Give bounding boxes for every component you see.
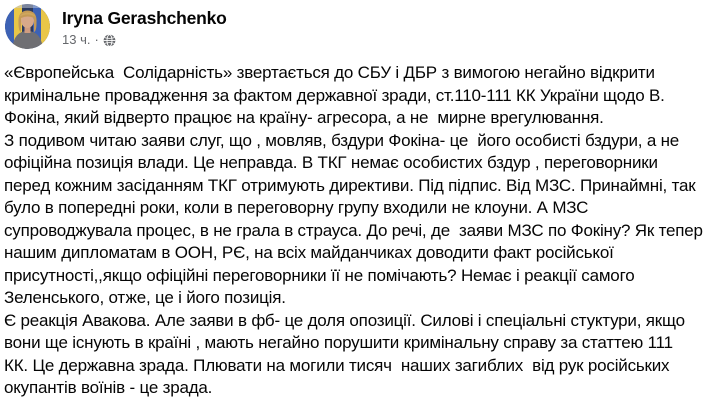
- post-text-line: «Європейська Солідарність» звертається до СБУ і ДБР з вимогою негайно відкрити: [4, 63, 655, 82]
- post-text-line: З подивом читаю заяви слуг, що , мовляв, бздури Фокіна- це його особисті бздури, а не: [4, 130, 680, 150]
- post-text-line: офіційна позиція влади. Це неправда. В ТКГ немає особистих бздур , переговорники: [4, 153, 658, 172]
- post-text-line: нашим дипломатам в ООН, РЄ, на всіх майданчиках доводити факт російської: [4, 243, 614, 262]
- post-text-line: супроводжувала процес, в не грала в страуса. До речі, де заяви МЗС по Фокіну? Як тепер: [4, 220, 703, 240]
- post-text-line: окупантів воїнів - це зрада.: [4, 378, 213, 397]
- post-text-line: кримінальне провадження за фактом державної зради, ст.110-111 КК України щодо В.: [4, 85, 665, 105]
- post-header: [5, 4, 227, 49]
- post-meta: [62, 32, 227, 48]
- timestamp[interactable]: 13 ч.: [62, 32, 91, 47]
- author-name[interactable]: Iryna Gerashchenko: [62, 8, 227, 28]
- post-header-text: [62, 4, 227, 48]
- post-text-line: Зеленського, отже, це і його позиція.: [4, 288, 286, 307]
- post-text-line: було в попередні роки, коли в переговорну групу входили не клоуни. А МЗС: [4, 198, 589, 217]
- post-text-line: перед кожним засіданням ТКГ отримують директиви. Під підпис. Від МЗС. Принаймні, так: [4, 175, 696, 195]
- post-text-line: Є реакція Авакова. Але заяви в фб- це доля опозиції. Силові і спеціальні стуктури, якщо: [4, 310, 685, 330]
- post-text-line: КК. Це державна зрада. Плювати на могили тисяч наших загиблих від рук російських: [4, 355, 670, 375]
- post-text-line: присутності,,якщо офіційні переговорники її не помічають? Немає і реакції самого: [4, 265, 635, 285]
- post-text: [4, 62, 711, 400]
- post-text-line: Фокіна, який відверто працює на країну- агресора, а не мирне врегулювання.: [4, 108, 604, 127]
- globe-icon: [103, 34, 116, 47]
- meta-separator: ·: [94, 32, 99, 47]
- post-text-line: вони ще існують в країні , мають негайно порушити кримінальну справу за статтею 111: [4, 333, 673, 352]
- avatar-image: [5, 4, 50, 49]
- avatar[interactable]: [5, 4, 50, 49]
